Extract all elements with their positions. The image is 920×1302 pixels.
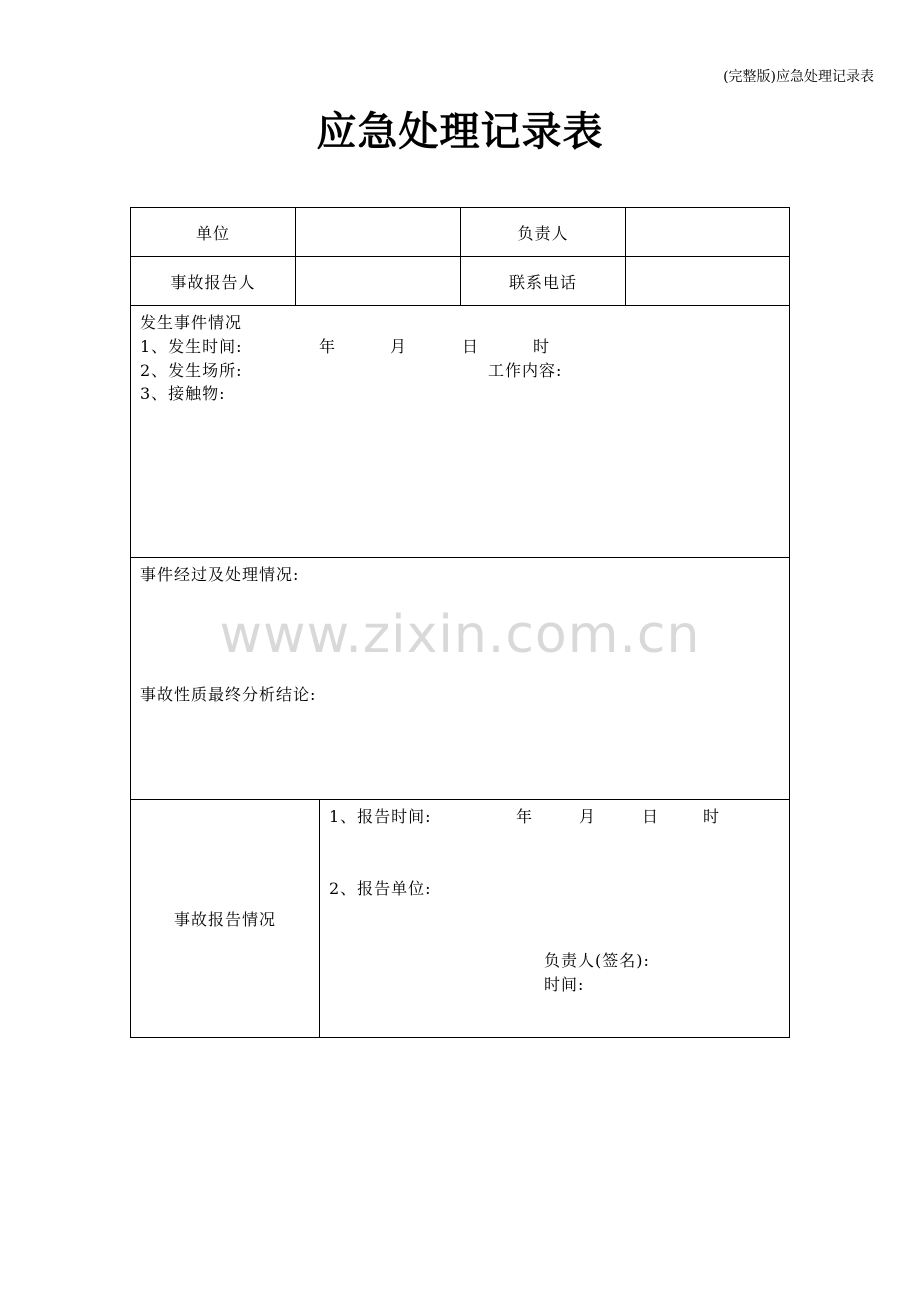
person-value-cell[interactable] <box>625 207 790 257</box>
phone-label-cell <box>460 256 626 306</box>
report-hour: 时 <box>703 807 721 826</box>
unit-label-cell <box>130 207 296 257</box>
watermark: www.zixin.com.cn <box>219 605 701 665</box>
reporter-label-cell <box>130 256 296 306</box>
incident-section[interactable] <box>130 305 790 558</box>
reporter-value-cell[interactable] <box>295 256 461 306</box>
reporter-label: 事故报告人 <box>170 272 256 292</box>
incident-time-label: 1、发生时间: <box>140 337 243 356</box>
incident-heading: 发生事件情况 <box>140 313 243 332</box>
report-year: 年 <box>516 807 534 826</box>
person-label-cell <box>460 207 626 257</box>
incident-hour: 时 <box>533 337 551 356</box>
incident-place-label: 2、发生场所: <box>140 361 243 380</box>
phone-value-cell[interactable] <box>625 256 790 306</box>
incident-contact-label: 3、接触物: <box>140 384 226 403</box>
report-day: 日 <box>642 807 660 826</box>
report-left-label: 事故报告情况 <box>173 910 276 929</box>
process-label: 事件经过及处理情况: <box>140 565 300 584</box>
incident-day: 日 <box>462 337 480 356</box>
page-title: 应急处理记录表 <box>316 109 604 155</box>
report-date-label: 时间: <box>544 975 585 994</box>
phone-label: 联系电话 <box>508 272 577 292</box>
unit-value-cell[interactable] <box>295 207 461 257</box>
conclusion-label: 事故性质最终分析结论: <box>140 685 317 704</box>
unit-label: 单位 <box>195 223 230 243</box>
process-section[interactable] <box>130 557 790 800</box>
report-unit-label: 2、报告单位: <box>329 879 432 898</box>
report-label-cell <box>130 799 320 1038</box>
report-sign-label: 负责人(签名): <box>544 951 650 970</box>
incident-month: 月 <box>390 337 408 356</box>
report-month: 月 <box>579 807 597 826</box>
report-content-cell[interactable] <box>319 799 790 1038</box>
incident-work-label: 工作内容: <box>488 361 563 380</box>
report-time-label: 1、报告时间: <box>329 807 432 826</box>
header-note: (完整版)应急处理记录表 <box>723 69 874 85</box>
person-label: 负责人 <box>517 223 569 243</box>
incident-year: 年 <box>319 337 337 356</box>
